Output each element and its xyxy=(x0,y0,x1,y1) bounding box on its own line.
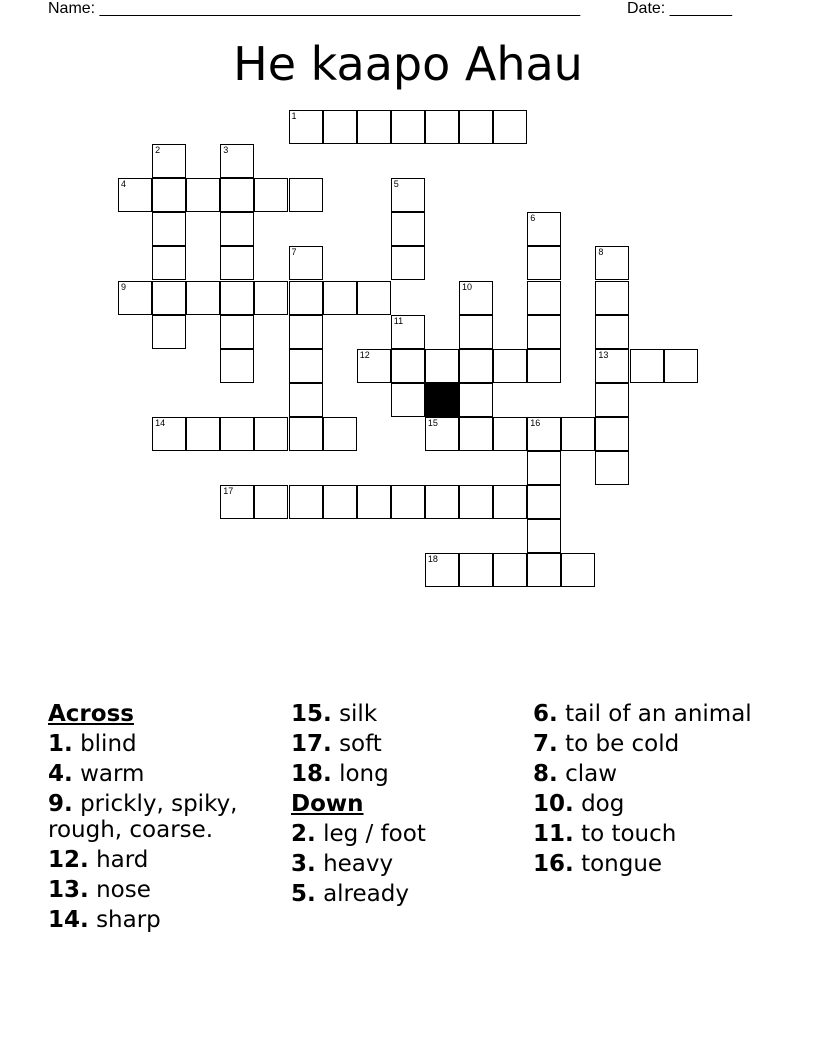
grid-cell[interactable] xyxy=(391,246,425,280)
clue-text: silk xyxy=(339,701,378,727)
clue-number: 5. xyxy=(291,881,316,907)
grid-cell[interactable] xyxy=(152,144,186,178)
grid-cell[interactable] xyxy=(391,315,425,349)
grid-cell[interactable] xyxy=(459,281,493,315)
clue-text: heavy xyxy=(323,851,394,877)
clue-number: 13. xyxy=(48,877,89,903)
name-field-label: Name: ______________________________________________________ xyxy=(48,0,581,17)
clue-column-1 xyxy=(48,701,273,933)
grid-cell[interactable] xyxy=(254,485,288,519)
date-field-label: Date: _______ xyxy=(627,0,732,17)
grid-cell[interactable] xyxy=(527,519,561,553)
cell-number: 16 xyxy=(530,417,541,428)
grid-cell[interactable] xyxy=(118,281,152,315)
grid-cell[interactable] xyxy=(357,485,391,519)
cell-number: 14 xyxy=(155,417,166,428)
grid-cell[interactable] xyxy=(527,246,561,280)
clue-across-4 xyxy=(48,761,273,787)
clue-down-2 xyxy=(291,821,516,847)
grid-cell[interactable] xyxy=(186,281,220,315)
grid-cell[interactable] xyxy=(357,110,391,144)
cell-number: 5 xyxy=(393,179,399,190)
grid-cell[interactable] xyxy=(459,383,493,417)
grid-cell[interactable] xyxy=(527,451,561,485)
grid-cell[interactable] xyxy=(561,553,595,587)
cell-number: 6 xyxy=(530,213,536,224)
clue-number: 17. xyxy=(291,731,332,757)
clue-number: 3. xyxy=(291,851,316,877)
grid-cell[interactable] xyxy=(220,144,254,178)
clue-number: 2. xyxy=(291,821,316,847)
grid-cell[interactable] xyxy=(493,553,527,587)
grid-cell[interactable] xyxy=(595,246,629,280)
clue-number: 1. xyxy=(48,731,73,757)
grid-cell[interactable] xyxy=(289,485,323,519)
clue-text: sharp xyxy=(96,907,161,933)
cell-number: 17 xyxy=(223,486,234,497)
grid-cell[interactable] xyxy=(391,110,425,144)
grid-cell[interactable] xyxy=(527,315,561,349)
grid-cell[interactable] xyxy=(289,383,323,417)
grid-cell[interactable] xyxy=(527,417,561,451)
grid-cell[interactable] xyxy=(152,178,186,212)
grid-cell[interactable] xyxy=(425,417,459,451)
grid-cell[interactable] xyxy=(152,281,186,315)
clue-text: leg / foot xyxy=(323,821,426,847)
clue-number: 9. xyxy=(48,791,73,817)
grid-cell[interactable] xyxy=(220,212,254,246)
grid-cell[interactable] xyxy=(186,417,220,451)
grid-cell[interactable] xyxy=(493,485,527,519)
grid-cell[interactable] xyxy=(391,212,425,246)
grid-cell[interactable] xyxy=(391,383,425,417)
clue-text: prickly, spiky, rough, coarse. xyxy=(48,791,238,843)
grid-cell[interactable] xyxy=(289,110,323,144)
grid-cell[interactable] xyxy=(323,281,357,315)
clue-number: 15. xyxy=(291,701,332,727)
clue-across-1 xyxy=(48,731,273,757)
cell-number: 18 xyxy=(427,554,438,565)
grid-cell[interactable] xyxy=(254,178,288,212)
black-cell xyxy=(425,383,459,417)
clue-down-3 xyxy=(291,851,516,877)
grid-cell[interactable] xyxy=(118,178,152,212)
grid-cell[interactable] xyxy=(323,485,357,519)
grid-cell[interactable] xyxy=(289,178,323,212)
grid-cell[interactable] xyxy=(493,417,527,451)
clue-text: to touch xyxy=(581,821,677,847)
grid-cell[interactable] xyxy=(357,349,391,383)
clue-text: warm xyxy=(80,761,145,787)
clue-column-3 xyxy=(533,701,768,877)
clue-across-17 xyxy=(291,731,516,757)
across-heading: Across xyxy=(48,701,134,727)
clue-across-14 xyxy=(48,907,273,933)
clue-number: 4. xyxy=(48,761,73,787)
grid-cell[interactable] xyxy=(220,246,254,280)
clue-number: 16. xyxy=(533,851,574,877)
clue-column-2 xyxy=(291,701,516,907)
clue-text: dog xyxy=(581,791,625,817)
grid-cell[interactable] xyxy=(595,315,629,349)
cell-number: 8 xyxy=(598,247,604,258)
down-heading: Down xyxy=(291,791,364,817)
grid-cell[interactable] xyxy=(323,110,357,144)
grid-cell[interactable] xyxy=(459,315,493,349)
grid-cell[interactable] xyxy=(289,281,323,315)
clue-across-12 xyxy=(48,847,273,873)
grid-cell[interactable] xyxy=(630,349,664,383)
grid-cell[interactable] xyxy=(527,553,561,587)
clue-number: 8. xyxy=(533,761,558,787)
clue-number: 7. xyxy=(533,731,558,757)
clue-text: claw xyxy=(565,761,618,787)
grid-cell[interactable] xyxy=(664,349,698,383)
grid-cell[interactable] xyxy=(459,485,493,519)
grid-cell[interactable] xyxy=(493,110,527,144)
cell-number: 13 xyxy=(598,349,609,360)
clue-number: 18. xyxy=(291,761,332,787)
grid-cell[interactable] xyxy=(425,485,459,519)
clue-number: 6. xyxy=(533,701,558,727)
grid-cell[interactable] xyxy=(289,315,323,349)
clue-across-18 xyxy=(291,761,516,787)
grid-cell[interactable] xyxy=(425,349,459,383)
cell-number: 3 xyxy=(223,145,229,156)
clue-down-8 xyxy=(533,761,768,787)
clue-down-6 xyxy=(533,701,768,727)
grid-cell[interactable] xyxy=(425,553,459,587)
grid-cell[interactable] xyxy=(391,485,425,519)
grid-cell[interactable] xyxy=(595,281,629,315)
clue-text: nose xyxy=(96,877,151,903)
grid-cell[interactable] xyxy=(527,485,561,519)
grid-cell[interactable] xyxy=(595,383,629,417)
clue-text: hard xyxy=(96,847,149,873)
cell-number: 11 xyxy=(393,315,404,326)
clue-across-13 xyxy=(48,877,273,903)
grid-cell[interactable] xyxy=(289,246,323,280)
grid-cell[interactable] xyxy=(527,281,561,315)
page-title: He kaapo Ahau xyxy=(233,37,583,91)
grid-cell[interactable] xyxy=(459,553,493,587)
cell-number: 12 xyxy=(359,349,370,360)
grid-cell[interactable] xyxy=(220,417,254,451)
grid-cell[interactable] xyxy=(220,281,254,315)
clue-text: tail of an animal xyxy=(565,701,752,727)
cell-number: 7 xyxy=(291,247,297,258)
grid-cell[interactable] xyxy=(425,110,459,144)
clue-text: already xyxy=(323,881,409,907)
grid-cell[interactable] xyxy=(254,281,288,315)
grid-cell[interactable] xyxy=(254,417,288,451)
clue-down-5 xyxy=(291,881,516,907)
grid-cell[interactable] xyxy=(152,315,186,349)
grid-cell[interactable] xyxy=(527,349,561,383)
cell-number: 15 xyxy=(427,417,438,428)
clue-down-7 xyxy=(533,731,768,757)
grid-cell[interactable] xyxy=(459,417,493,451)
clue-text: long xyxy=(339,761,389,787)
grid-cell[interactable] xyxy=(186,178,220,212)
cell-number: 10 xyxy=(462,281,473,292)
grid-cell[interactable] xyxy=(459,110,493,144)
grid-cell[interactable] xyxy=(561,417,595,451)
grid-cell[interactable] xyxy=(595,417,629,451)
grid-cell[interactable] xyxy=(357,281,391,315)
grid-cell[interactable] xyxy=(289,417,323,451)
clue-down-16 xyxy=(533,851,768,877)
grid-cell[interactable] xyxy=(220,349,254,383)
grid-cell[interactable] xyxy=(459,349,493,383)
grid-cell[interactable] xyxy=(152,417,186,451)
grid-cell[interactable] xyxy=(152,246,186,280)
clue-number: 10. xyxy=(533,791,574,817)
grid-cell[interactable] xyxy=(595,451,629,485)
grid-cell[interactable] xyxy=(220,178,254,212)
clue-across-9 xyxy=(48,791,273,843)
grid-cell[interactable] xyxy=(527,212,561,246)
clue-text: tongue xyxy=(581,851,663,877)
grid-cell[interactable] xyxy=(152,212,186,246)
grid-cell[interactable] xyxy=(220,315,254,349)
clue-down-11 xyxy=(533,821,768,847)
grid-cell[interactable] xyxy=(289,349,323,383)
grid-cell[interactable] xyxy=(493,349,527,383)
clue-number: 14. xyxy=(48,907,89,933)
clue-across-15 xyxy=(291,701,516,727)
cell-number: 2 xyxy=(155,145,161,156)
clue-down-10 xyxy=(533,791,768,817)
grid-cell[interactable] xyxy=(595,349,629,383)
grid-cell[interactable] xyxy=(391,178,425,212)
clue-text: blind xyxy=(80,731,137,757)
grid-cell[interactable] xyxy=(220,485,254,519)
clue-text: soft xyxy=(339,731,382,757)
clue-number: 11. xyxy=(533,821,574,847)
clue-text: to be cold xyxy=(565,731,680,757)
grid-cell[interactable] xyxy=(323,417,357,451)
cell-number: 9 xyxy=(121,281,127,292)
cell-number: 4 xyxy=(121,179,127,190)
cell-number: 1 xyxy=(291,111,297,121)
grid-cell[interactable] xyxy=(391,349,425,383)
clue-number: 12. xyxy=(48,847,89,873)
